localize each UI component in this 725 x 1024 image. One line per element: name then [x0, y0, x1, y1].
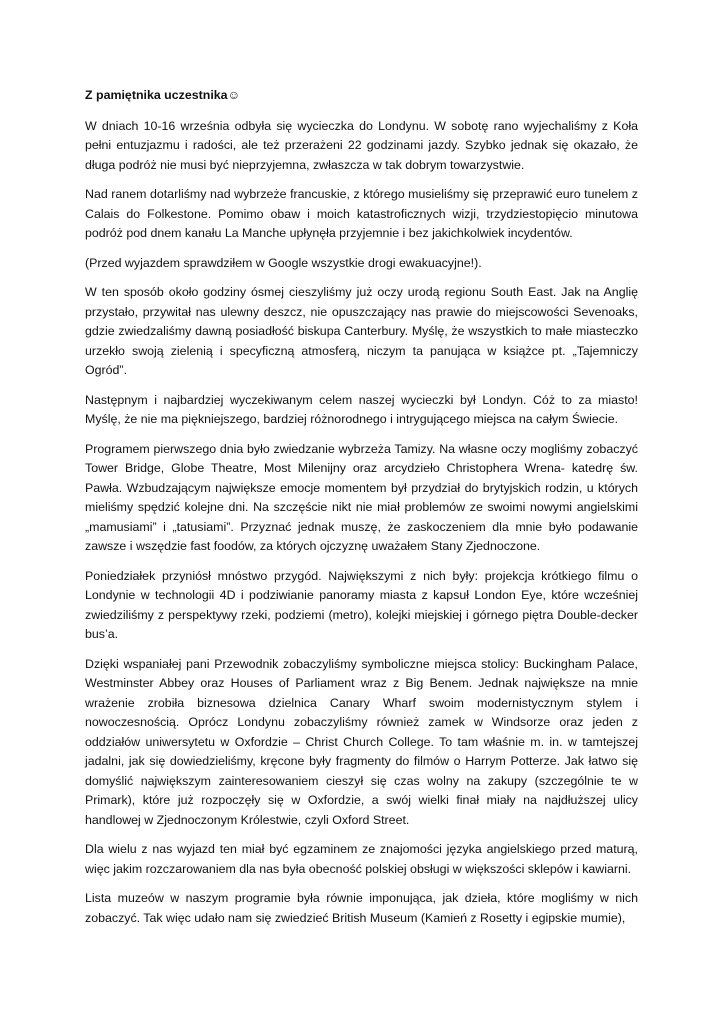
- document-page: [85, 86, 638, 938]
- paragraph-7: Poniedziałek przyniósł mnóstwo przygód. Największymi z nich były: projekcja krótkiego filmu o Londynie w technologii 4D i podziwianie panoramy miasta z kapsuł London Eye, które wcześniej zwiedziliśmy z perspektywy rzeki, podziemi (metro), kolejki miejskiej i górnego piętra Double-decker bus’a.: [85, 568, 638, 641]
- paragraph-6: Programem pierwszego dnia było zwiedzanie wybrzeża Tamizy. Na własne oczy mogliśmy zobaczyć Tower Bridge, Globe Theatre, Most Milenijny oraz arcydzieło Christophera Wrena- katedrę św. Pawła. Wzbudzającym największe emocje momentem był przydział do brytyjskich rodzin, u których mieliśmy spędzić kolejne dni. Na szczęście nikt nie miał problemów ze swoimi nowymi angielskimi „mamusiami” i „tatusiami”. Przyznać jednak muszę, że zaskoczeniem dla mnie było podawanie zawsze i wszędzie fast foodów, za których ojczyznę uważałem Stany Zjednoczone.: [85, 441, 638, 553]
- paragraph-4: W ten sposób około godziny ósmej cieszyliśmy już oczy urodą regionu South East. Jak na Anglię przystało, przywitał nas ulewny deszcz, nie opuszczający nas prawie do miejscowości Sevenoaks, gdzie zwiedzaliśmy dawną posiadłość biskupa Canterbury. Myślę, że wszystkich to małe miasteczko urzekło swoją zielenią i specyficzną atmosferą, niczym ta panująca w książce pt. „Tajemniczy Ogród”.: [85, 285, 638, 377]
- paragraph-5: Następnym i najbardziej wyczekiwanym celem naszej wycieczki był Londyn. Cóż to za miasto! Myślę, że nie ma piękniejszego, bardziej różnorodnego i intrygującego miejsca na całym Świecie.: [85, 392, 638, 426]
- paragraph-2: Nad ranem dotarliśmy nad wybrzeże francuskie, z którego musieliśmy się przeprawić euro tunelem z Calais do Folkestone. Pomimo obaw i moich katastroficznych wizji, trzydziestopięcio minutowa podróż pod dnem kanału La Manche upłynęła przyjemnie i bez jakichkolwiek incydentów.: [85, 187, 638, 240]
- paragraph-8: Dzięki wspaniałej pani Przewodnik zobaczyliśmy symboliczne miejsca stolicy: Buckingham Palace, Westminster Abbey oraz Houses of Parliament wraz z Big Benem. Jednak największe na mnie wrażenie zrobiła biznesowa dzielnica Canary Wharf swoim modernistycznym stylem i nowoczesnością. Oprócz Londynu zobaczyliśmy również zamek w Windsorze oraz jeden z oddziałów uniwersytetu w Oxfordzie – Christ Church College. To tam właśnie m. in. w tamtejszej jadalni, jak się dowiedzieliśmy, kręcone były fragmenty do filmów o Harrym Potterze. Jak łatwo się domyślić największym zainteresowaniem cieszył się czas wolny na zakupy (szczególnie te w Primark), które już rozpoczęły się w Oxfordzie, a swój wielki finał miały na najdłuższej ulicy handlowej w Zjednoczonym Królestwie, czyli Oxford Street.: [85, 656, 638, 827]
- paragraph-10: Lista muzeów w naszym programie była równie imponująca, jak dzieła, które mogliśmy w nich zobaczyć. Tak więc udało nam się zwiedzieć British Museum (Kamień z Rosetty i egipskie mumie),: [85, 891, 638, 925]
- paragraph-1: W dniach 10-16 września odbyła się wycieczka do Londynu. W sobotę rano wyjechaliśmy z Koła pełni entuzjazmu i radości, ale też przerażeni 22 godzinami jazdy. Szybko jednak się okazało, że długa podróż nie musi być nieprzyjemna, zwłaszcza w tak dobrym towarzystwie.: [85, 118, 638, 172]
- paragraph-3: (Przed wyjazdem sprawdziłem w Google wszystkie drogi ewakuacyjne!).: [85, 255, 482, 270]
- document-title: Z pamiętnika uczestnika☺: [85, 88, 241, 102]
- paragraph-9: Dla wielu z nas wyjazd ten miał być egzaminem ze znajomości języka angielskiego przed maturą, więc jakim rozczarowaniem dla nas była obecność polskiej obsługi w większości sklepów i kawiarni.: [85, 842, 638, 876]
